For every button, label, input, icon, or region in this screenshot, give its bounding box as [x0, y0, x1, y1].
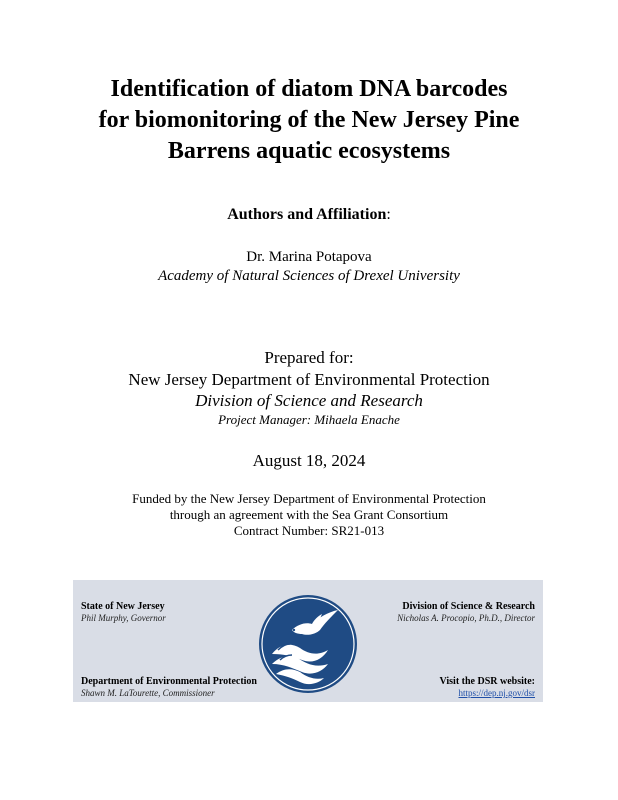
director-name: Nicholas A. Procopio, Ph.D., Director [397, 613, 535, 623]
prepared-for-label: Prepared for: [264, 348, 354, 367]
funding-statement [0, 491, 618, 539]
funding-line-2: through an agreement with the Sea Grant Consortium [169, 507, 449, 522]
project-manager: Project Manager: Mihaela Enache [218, 412, 400, 427]
dep-label: Department of Environmental Protection [81, 676, 257, 687]
authors-heading-colon: : [386, 206, 391, 223]
contract-number: Contract Number: SR21-013 [233, 523, 385, 538]
authors-heading [0, 206, 618, 224]
prepared-for-agency: New Jersey Department of Environmental Protection [128, 370, 490, 389]
dsr-seal-icon [258, 594, 358, 694]
commissioner-name: Shawn M. LaTourette, Commissioner [81, 688, 215, 698]
author-affiliation: Academy of Natural Sciences of Drexel University [158, 268, 460, 284]
report-title [40, 74, 578, 167]
title-line-3: Barrens aquatic ecosystems [167, 138, 451, 164]
dsr-website-link[interactable]: https://dep.nj.gov/dsr [458, 688, 535, 698]
website-label: Visit the DSR website: [439, 676, 535, 687]
report-date: August 18, 2024 [252, 451, 366, 470]
prepared-for-division: Division of Science and Research [195, 391, 423, 410]
funding-line-1: Funded by the New Jersey Department of Environmental Protection [132, 491, 486, 506]
governor-name: Phil Murphy, Governor [81, 613, 166, 623]
authors-heading-label: Authors and Affiliation [227, 206, 387, 223]
dsr-label: Division of Science & Research [402, 601, 535, 612]
state-label: State of New Jersey [81, 601, 165, 612]
title-line-1: Identification of diatom DNA barcodes [110, 76, 508, 102]
author-name: Dr. Marina Potapova [246, 249, 372, 265]
footer-band [73, 580, 543, 702]
title-line-2: for biomonitoring of the New Jersey Pine [98, 107, 520, 133]
